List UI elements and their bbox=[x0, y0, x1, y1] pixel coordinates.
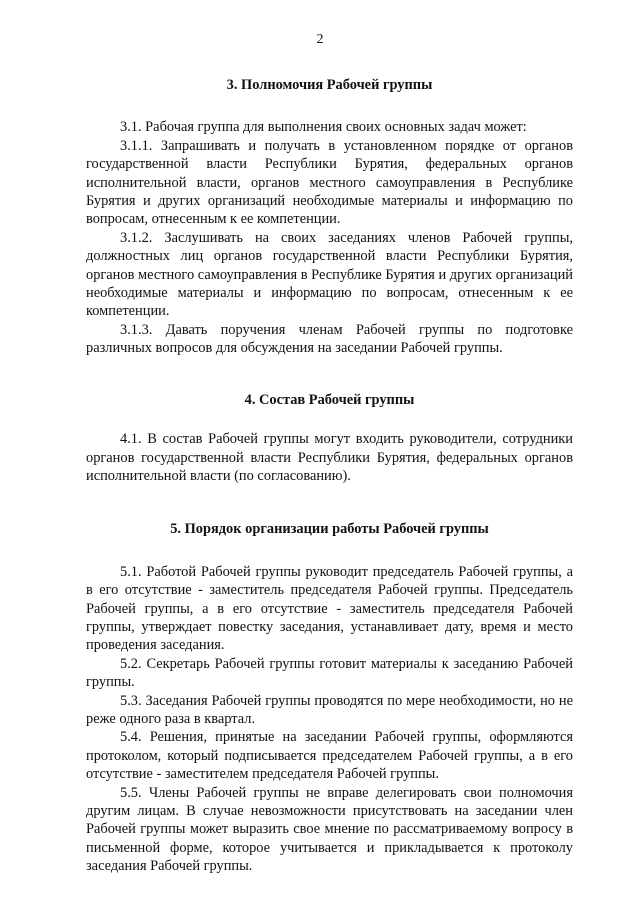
paragraph: 5.4. Решения, принятые на заседании Рабочей группы, оформляются протоколом, который подписывается председателем Рабочей группы, а в его отсутствие - заместителем председателя Рабочей группы. bbox=[86, 729, 573, 783]
document-body bbox=[86, 76, 573, 876]
paragraph: 3.1.1. Запрашивать и получать в установленном порядке от органов государственной власти Республики Бурятия, федеральных органов исполнительной власти, органов местного самоуправления в Республике Бурятия и других организаций необходимые материалы и информацию по вопросам, отнесенным к ее компетенции. bbox=[86, 137, 573, 228]
section-procedure bbox=[86, 520, 573, 875]
section-composition bbox=[86, 391, 573, 486]
section-powers bbox=[86, 76, 573, 358]
paragraph: 5.2. Секретарь Рабочей группы готовит материалы к заседанию Рабочей группы. bbox=[86, 655, 573, 691]
paragraph: 5.3. Заседания Рабочей группы проводятся по мере необходимости, но не реже одного раза в квартал. bbox=[86, 692, 573, 727]
paragraph: 3.1.3. Давать поручения членам Рабочей группы по подготовке различных вопросов для обсуждения на заседании Рабочей группы. bbox=[86, 321, 573, 357]
paragraph: 4.1. В состав Рабочей группы могут входить руководители, сотрудники органов государственной власти Республики Бурятия, федеральных органов исполнительной власти (по согласованию). bbox=[86, 431, 573, 484]
paragraph: 5.5. Члены Рабочей группы не вправе делегировать свои полномочия другим лицам. В случае невозможности присутствовать на заседании член Рабочей группы может выразить свое мнение по рассматриваемому вопросу в письменной форме, которое учитывается и прикладывается к протоколу заседания Рабочей группы. bbox=[86, 784, 573, 875]
section-heading: 3. Полномочия Рабочей группы bbox=[226, 77, 433, 93]
section-heading: 4. Состав Рабочей группы bbox=[244, 391, 415, 408]
paragraph: 5.1. Работой Рабочей группы руководит председатель Рабочей группы, а в его отсутствие - заместитель председателя Рабочей группы. Председатель Рабочей группы, а в его отсутствие - заместитель председателя Рабочей группы, утверждает повестку заседания, устанавливает дату, время и место проведения заседания. bbox=[86, 563, 573, 654]
page-number: 2 bbox=[316, 32, 324, 47]
paragraph: 3.1. Рабочая группа для выполнения своих основных задач может: bbox=[120, 119, 527, 136]
section-heading: 5. Порядок организации работы Рабочей группы bbox=[170, 521, 489, 538]
paragraph: 3.1.2. Заслушивать на своих заседаниях членов Рабочей группы, должностных лиц органов государственной власти Республики Бурятия, органов местного самоуправления в Республике Бурятия и других организаций необходимые материалы и информацию по вопросам, отнесенным к ее компетенции. bbox=[86, 229, 573, 320]
